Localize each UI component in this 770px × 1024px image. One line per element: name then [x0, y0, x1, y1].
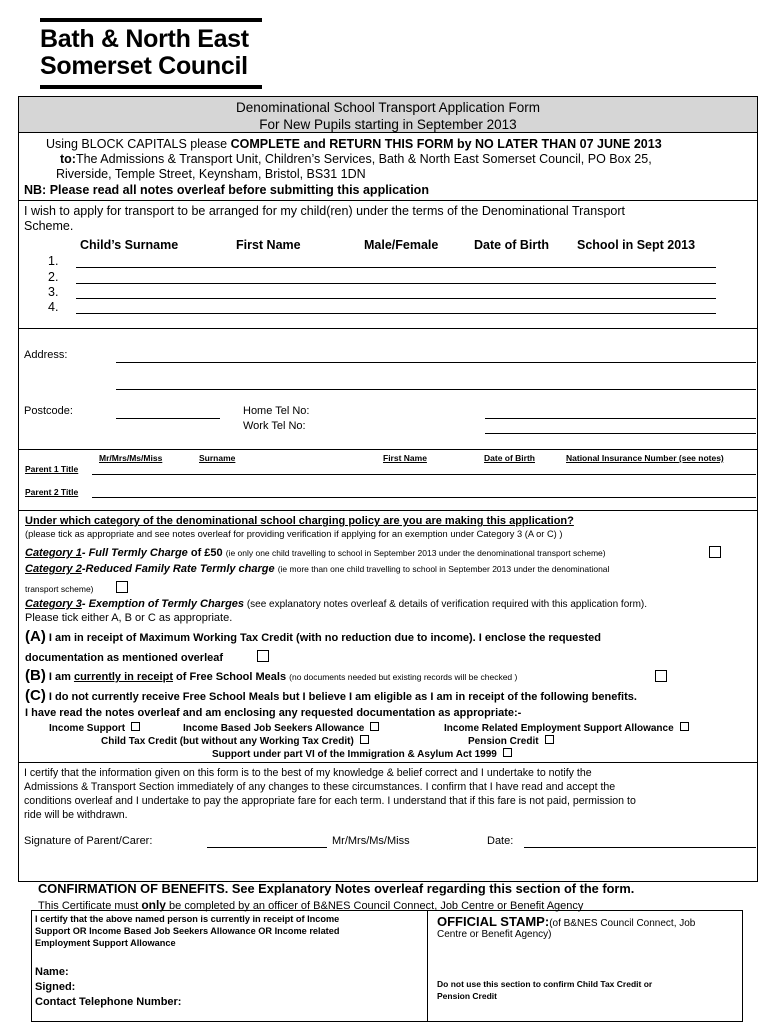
- benefit-pension-credit: Pension Credit: [468, 735, 554, 747]
- child-row-2-field[interactable]: [76, 283, 716, 284]
- date-field[interactable]: [524, 847, 756, 848]
- parent-1-field[interactable]: [92, 474, 756, 475]
- child-row-number: 3.: [48, 285, 59, 299]
- category-2-checkbox[interactable]: [116, 581, 128, 593]
- home-tel-field[interactable]: [485, 418, 756, 419]
- header-dob: Date of Birth: [474, 238, 549, 252]
- category-1-checkbox[interactable]: [709, 546, 721, 558]
- certification-text: I certify that the information given on this form is to the best of my knowledge & belief correct and I undertake to notify the Admissions & Transport Section immediately of any changes to these circumstances. I confirm that I have read and accept the conditions overleaf and I undertake to pay the appropriate fare for each term. I understand that if this fare is not paid, permission to ride will be withdrawn.: [24, 767, 636, 821]
- option-a-checkbox[interactable]: [257, 650, 269, 662]
- benefit-jsa: Income Based Job Seekers Allowance: [183, 722, 379, 734]
- benefit-immigration: Support under part VI of the Immigration & Asylum Act 1999: [212, 748, 512, 760]
- parent-header-title: Mr/Mrs/Ms/Miss: [99, 453, 163, 463]
- council-logo: [40, 26, 249, 80]
- postcode-label: Postcode:: [24, 405, 73, 417]
- category-3-instruction: Please tick either A, B or C as appropriate.: [25, 612, 233, 624]
- option-b: (B) I am currently in receipt of Free School Meals (no documents needed but existing records will be checked ): [25, 667, 518, 684]
- logo-line-2: Somerset Council: [40, 52, 248, 80]
- instructions-line-2: to:The Admissions & Transport Unit, Children’s Services, Bath & North East Somerset Council, PO Box 25,: [60, 152, 652, 166]
- address-field-1[interactable]: [116, 362, 756, 363]
- stamp-warning: Do not use this section to confirm Child Tax Credit or Pension Credit: [437, 979, 653, 1001]
- divider: [19, 762, 757, 763]
- header-first-name: First Name: [236, 238, 301, 252]
- stamp-heading: OFFICIAL STAMP:(of B&NES Council Connect, Job: [437, 914, 696, 929]
- parent-header-surname: Surname: [199, 453, 236, 463]
- title-label: Mr/Mrs/Ms/Miss: [332, 835, 410, 847]
- divider: [19, 510, 757, 511]
- category-2: Category 2-Reduced Family Rate Termly charge (ie more than one child travelling to school in September 2013 under the denominational: [25, 563, 610, 575]
- signature-label: Signature of Parent/Carer:: [24, 835, 153, 847]
- header-gender: Male/Female: [364, 238, 439, 252]
- category-hint: (please tick as appropriate and see notes overleaf for providing verification if applying for an exemption under Category 3 (A or C) ): [25, 529, 563, 539]
- category-1: Category 1- Full Termly Charge of £50 (ie only one child travelling to school in September 2013 under the denominational transport scheme): [25, 547, 606, 559]
- form-title-line-1: Denominational School Transport Application Form: [236, 100, 540, 115]
- stamp-note: Centre or Benefit Agency): [437, 929, 552, 940]
- form-title-line-2: For New Pupils starting in September 2013: [259, 117, 517, 132]
- confirmation-heading: CONFIRMATION OF BENEFITS. See Explanatory Notes overleaf regarding this section of the form.: [38, 881, 635, 896]
- category-question: Under which category of the denominational school charging policy are you are making this application?: [25, 515, 574, 527]
- category-3: Category 3- Exemption of Termly Charges (see explanatory notes overleaf & details of verification required with this application form).: [25, 598, 648, 610]
- benefit-checkbox[interactable]: [131, 722, 140, 731]
- logo-bottom-bar: [40, 85, 262, 89]
- form-title: [19, 97, 757, 133]
- benefit-checkbox[interactable]: [545, 735, 554, 744]
- divider: [19, 200, 757, 201]
- benefit-child-tax-credit: Child Tax Credit (but without any Working Tax Credit): [101, 735, 369, 747]
- child-row-number: 4.: [48, 300, 59, 314]
- option-c: (C) I do not currently receive Free School Meals but I believe I am eligible as I am in receipt of the following benefits.: [25, 687, 637, 704]
- work-tel-field[interactable]: [485, 433, 756, 434]
- parent-1-title-label: Parent 1 Title: [25, 464, 79, 474]
- address-label: Address:: [24, 349, 68, 361]
- benefit-checkbox[interactable]: [370, 722, 379, 731]
- nb-note: NB: Please read all notes overleaf before submitting this application: [24, 183, 429, 197]
- intro-line-1: I wish to apply for transport to be arranged for my child(ren) under the terms of the Denominational Transport: [24, 204, 625, 218]
- header-child-surname: Child’s Surname: [80, 238, 179, 252]
- instructions-line-3: Riverside, Temple Street, Keynsham, Bristol, BS31 1DN: [56, 167, 366, 181]
- child-row-4-field[interactable]: [76, 313, 716, 314]
- parent-header-ni: National Insurance Number (see notes): [566, 453, 724, 463]
- postcode-field[interactable]: [116, 418, 220, 419]
- option-c-cont: I have read the notes overleaf and am enclosing any requested documentation as appropriate:-: [25, 707, 522, 719]
- officer-signed-label: Signed:: [35, 981, 76, 993]
- officer-name-label: Name:: [35, 966, 69, 978]
- parent-2-title-label: Parent 2 Title: [25, 487, 79, 497]
- logo-top-bar: [40, 18, 262, 22]
- category-2-note-cont: transport scheme): [25, 584, 94, 594]
- intro-line-2: Scheme.: [24, 219, 74, 233]
- option-a-cont: documentation as mentioned overleaf: [25, 652, 224, 664]
- confirmation-statement: I certify that the above named person is currently in receipt of Income Support OR Income Based Job Seekers Allowance OR Income related Employment Support Allowance: [35, 914, 340, 948]
- work-tel-label: Work Tel No:: [243, 420, 306, 432]
- logo-line-1: Bath & North East: [40, 25, 249, 53]
- date-label: Date:: [487, 835, 514, 847]
- benefit-checkbox[interactable]: [680, 722, 689, 731]
- officer-phone-label: Contact Telephone Number:: [35, 996, 182, 1008]
- parent-header-dob: Date of Birth: [484, 453, 535, 463]
- parent-2-field[interactable]: [92, 497, 756, 498]
- header-school: School in Sept 2013: [577, 238, 696, 252]
- benefit-checkbox[interactable]: [360, 735, 369, 744]
- benefit-esa: Income Related Employment Support Allowance: [444, 722, 689, 734]
- instructions-line-1: Using BLOCK CAPITALS please COMPLETE and RETURN THIS FORM by NO LATER THAN 07 JUNE 2013: [46, 137, 662, 151]
- divider: [19, 328, 757, 329]
- child-row-number: 1.: [48, 254, 59, 268]
- benefit-checkbox[interactable]: [503, 748, 512, 757]
- benefit-income-support: Income Support: [49, 722, 140, 734]
- child-row-number: 2.: [48, 270, 59, 284]
- signature-field[interactable]: [207, 847, 327, 848]
- child-row-3-field[interactable]: [76, 298, 716, 299]
- address-field-2[interactable]: [116, 389, 756, 390]
- option-b-checkbox[interactable]: [655, 670, 667, 682]
- home-tel-label: Home Tel No:: [243, 405, 310, 417]
- child-row-1-field[interactable]: [76, 267, 716, 268]
- option-a: (A) I am in receipt of Maximum Working Tax Credit (with no reduction due to income). I enclose the requested: [25, 628, 602, 645]
- divider: [19, 449, 757, 450]
- confirmation-sub: This Certificate must only be completed by an officer of B&NES Council Connect, Job Centre or Benefit Agency: [38, 898, 584, 912]
- parent-header-first-name: First Name: [383, 453, 427, 463]
